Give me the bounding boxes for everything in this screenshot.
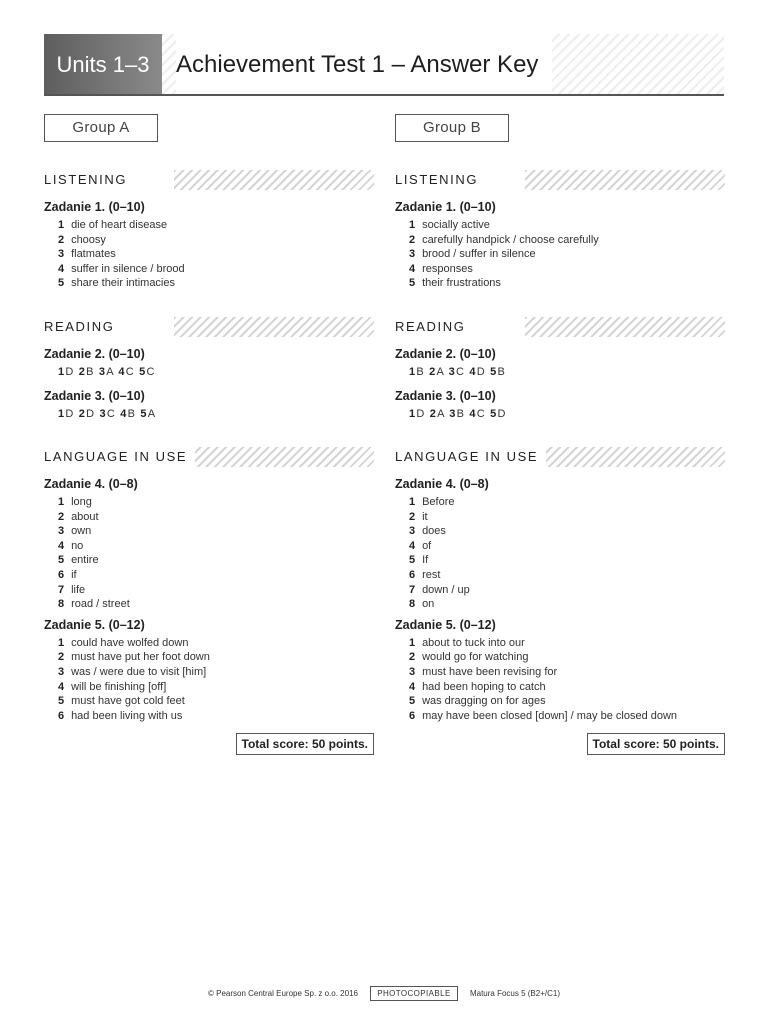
title-rule [44, 94, 724, 96]
answer-number: 3 [98, 365, 107, 378]
answer-number: 2 [78, 407, 87, 420]
answer-letter: B [127, 407, 137, 420]
answer-text: could have wolfed down [71, 636, 189, 649]
answer-text: must have been revising for [422, 665, 558, 678]
answer-number: 1 [58, 495, 65, 508]
answer-item [409, 650, 725, 665]
answer-letter: D [65, 407, 75, 420]
answer-text: If [422, 554, 429, 567]
answer-item [409, 218, 725, 233]
answer-number: 5 [490, 407, 498, 420]
answer-item [409, 553, 725, 568]
answer-number: 2 [409, 651, 416, 664]
answer-item [409, 524, 725, 539]
section-heading [395, 170, 725, 190]
answer-item [58, 233, 374, 248]
answer-number: 7 [58, 583, 65, 596]
answer-text: their frustrations [422, 277, 501, 290]
answer-number: 6 [58, 568, 65, 581]
answer-text: will be finishing [off] [71, 680, 167, 693]
section-heading [44, 317, 374, 337]
answer-item [58, 709, 374, 724]
answer-number: 2 [58, 233, 65, 246]
answer-letter: A [147, 407, 157, 420]
answer-letter: C [125, 365, 135, 378]
answer-text: of [422, 539, 432, 552]
answer-letter: B [497, 365, 507, 378]
answer-text: choosy [71, 233, 106, 246]
answer-list [395, 636, 725, 724]
section-heading [44, 170, 374, 190]
book-title: Matura Focus 5 (B2+/C1) [469, 989, 561, 998]
answer-item [409, 680, 725, 695]
section-heading-text: LANGUAGE IN USE [395, 447, 546, 467]
task-title: Zadanie 2. (0–10) [395, 346, 496, 361]
answer-number: 1 [409, 365, 417, 378]
answer-number: 4 [118, 365, 126, 378]
answer-number: 3 [58, 248, 65, 261]
answer-number: 3 [58, 665, 65, 678]
answer-item [58, 680, 374, 695]
inline-answers [395, 365, 725, 379]
answer-number: 4 [409, 680, 416, 693]
answer-item [58, 583, 374, 598]
section-heading-text: LISTENING [395, 170, 486, 190]
answer-number: 1 [409, 407, 417, 420]
answer-text: brood / suffer in silence [422, 248, 536, 261]
answer-number: 3 [448, 365, 456, 378]
page-header [44, 34, 724, 96]
units-label: Units 1–3 [44, 34, 162, 96]
answer-text: road / street [71, 598, 130, 611]
answer-number: 7 [409, 583, 416, 596]
answer-item [58, 276, 374, 291]
answer-number: 4 [409, 539, 416, 552]
answer-item [58, 568, 374, 583]
group-b-column [395, 114, 725, 755]
answer-letter: D [86, 407, 96, 420]
section-heading-text: LISTENING [44, 170, 135, 190]
answer-number: 3 [58, 525, 65, 538]
task-title: Zadanie 3. (0–10) [44, 388, 145, 403]
answer-number: 5 [139, 365, 147, 378]
answer-number: 3 [449, 407, 457, 420]
answer-item [409, 247, 725, 262]
inline-answers [44, 365, 374, 379]
answer-text: if [71, 568, 77, 581]
answer-number: 1 [58, 636, 65, 649]
answer-text: was dragging on for ages [422, 695, 546, 708]
answer-text: it [422, 510, 428, 523]
group-label: Group B [395, 114, 509, 142]
answer-item [58, 650, 374, 665]
answer-letter: C [456, 365, 466, 378]
answer-text: carefully handpick / choose carefully [422, 233, 599, 246]
answer-item [409, 636, 725, 651]
answer-number: 5 [409, 277, 416, 290]
answer-text: had been living with us [71, 709, 183, 722]
answer-letter: D [65, 365, 75, 378]
task-title: Zadanie 3. (0–10) [395, 388, 496, 403]
section-heading-text: READING [395, 317, 473, 337]
answer-item [409, 694, 725, 709]
answer-number: 6 [409, 568, 416, 581]
answer-item [58, 665, 374, 680]
copyright-text: © Pearson Central Europe Sp. z o.o. 2016 [207, 989, 358, 998]
answer-item [409, 568, 725, 583]
answer-letter: C [476, 407, 486, 420]
answer-item [409, 276, 725, 291]
answer-list [395, 495, 725, 612]
answer-text: may have been closed [down] / may be closed down [422, 709, 678, 722]
answer-letter: D [497, 407, 507, 420]
task-title: Zadanie 2. (0–10) [44, 346, 145, 361]
inline-answers [44, 407, 374, 421]
answer-list [44, 495, 374, 612]
answer-number: 6 [409, 709, 416, 722]
answer-number: 5 [58, 695, 65, 708]
answer-text: does [422, 525, 446, 538]
answer-number: 6 [58, 709, 65, 722]
answer-number: 8 [409, 598, 416, 611]
answer-number: 2 [429, 365, 437, 378]
answer-text: die of heart disease [71, 219, 168, 231]
answer-number: 5 [58, 277, 65, 290]
answer-text: flatmates [71, 248, 116, 261]
answer-text: must have got cold feet [71, 695, 185, 708]
answer-text: suffer in silence / brood [71, 262, 185, 275]
answer-letter: D [416, 407, 426, 420]
answer-text: down / up [422, 583, 470, 596]
answer-number: 1 [58, 219, 65, 231]
total-score: Total score: 50 points. [587, 733, 725, 755]
answer-text: had been hoping to catch [422, 680, 546, 693]
answer-text: would go for watching [422, 651, 529, 664]
answer-text: must have put her foot down [71, 651, 210, 664]
answer-text: rest [422, 568, 441, 581]
answer-number: 2 [409, 233, 416, 246]
answer-text: share their intimacies [71, 277, 175, 290]
answer-letter: A [437, 407, 446, 420]
answer-text: socially active [422, 219, 490, 231]
section-heading-text: READING [44, 317, 122, 337]
answer-letter: C [106, 407, 116, 420]
answer-item [58, 495, 374, 510]
answer-text: Before [422, 495, 455, 508]
answer-item [58, 597, 374, 612]
answer-number: 4 [469, 365, 477, 378]
answer-letter: D [476, 365, 486, 378]
answer-number: 4 [58, 680, 65, 693]
answer-number: 1 [409, 219, 416, 231]
page-title: Achievement Test 1 – Answer Key [176, 34, 552, 96]
group-a-column [44, 114, 374, 755]
answer-item [58, 539, 374, 554]
task-title: Zadanie 1. (0–10) [44, 200, 145, 214]
section-heading [395, 317, 725, 337]
answer-number: 4 [58, 539, 65, 552]
answer-letter: A [436, 365, 445, 378]
answer-number: 8 [58, 598, 65, 611]
answer-item [58, 553, 374, 568]
answer-number: 1 [58, 365, 66, 378]
answer-item [58, 694, 374, 709]
task-title: Zadanie 4. (0–8) [395, 476, 489, 491]
answer-letter: A [106, 365, 115, 378]
section-heading-text: LANGUAGE IN USE [44, 447, 195, 467]
answer-text: about to tuck into our [422, 636, 525, 649]
answer-text: life [71, 583, 86, 596]
answer-letter: B [416, 365, 425, 378]
answer-text: own [71, 525, 92, 538]
answer-list [44, 218, 374, 291]
task-title: Zadanie 5. (0–12) [395, 617, 496, 632]
answer-text: was / were due to visit [him] [71, 665, 207, 678]
answer-text: on [422, 598, 435, 611]
answer-number: 5 [58, 554, 65, 567]
answer-number: 4 [58, 262, 65, 275]
answer-item [409, 709, 725, 724]
answer-number: 2 [58, 510, 65, 523]
answer-list [44, 636, 374, 724]
answer-number: 3 [409, 525, 416, 538]
total-score: Total score: 50 points. [236, 733, 374, 755]
answer-number: 4 [409, 262, 416, 275]
answer-number: 5 [409, 554, 416, 567]
inline-answers [395, 407, 725, 421]
answer-text: entire [71, 554, 99, 567]
answer-item [409, 495, 725, 510]
photocopiable-badge: PHOTOCOPIABLE [370, 986, 458, 1001]
answer-item [409, 510, 725, 525]
answer-number: 4 [469, 407, 477, 420]
page-footer [0, 986, 768, 1001]
answer-number: 1 [409, 495, 416, 508]
answer-item [58, 524, 374, 539]
answer-text: long [71, 495, 92, 508]
answer-number: 1 [58, 407, 66, 420]
answer-number: 3 [409, 248, 416, 261]
answer-item [58, 262, 374, 277]
answer-number: 5 [140, 407, 148, 420]
answer-item [409, 597, 725, 612]
task-title: Zadanie 1. (0–10) [395, 200, 496, 214]
answer-item [58, 510, 374, 525]
answer-item [409, 583, 725, 598]
answer-number: 2 [429, 407, 438, 420]
answer-item [58, 636, 374, 651]
task-title: Zadanie 5. (0–12) [44, 617, 145, 632]
section-heading [395, 447, 725, 467]
answer-text: about [71, 510, 99, 523]
answer-number: 5 [490, 365, 498, 378]
answer-number: 2 [78, 365, 87, 378]
answer-number: 2 [58, 651, 65, 664]
answer-item [58, 247, 374, 262]
answer-item [58, 218, 374, 233]
answer-list [395, 218, 725, 291]
answer-letter: B [456, 407, 466, 420]
answer-letter: C [146, 365, 156, 378]
answer-number: 3 [99, 407, 107, 420]
answer-item [409, 262, 725, 277]
answer-number: 2 [409, 510, 416, 523]
answer-item [409, 233, 725, 248]
answer-text: responses [422, 262, 473, 275]
answer-letter: B [86, 365, 95, 378]
answer-number: 4 [120, 407, 128, 420]
answer-item [409, 665, 725, 680]
answer-item [409, 539, 725, 554]
answer-text: no [71, 539, 84, 552]
answer-number: 1 [409, 636, 416, 649]
task-title: Zadanie 4. (0–8) [44, 476, 138, 491]
section-heading [44, 447, 374, 467]
answer-number: 5 [409, 695, 416, 708]
group-label: Group A [44, 114, 158, 142]
answer-number: 3 [409, 665, 416, 678]
